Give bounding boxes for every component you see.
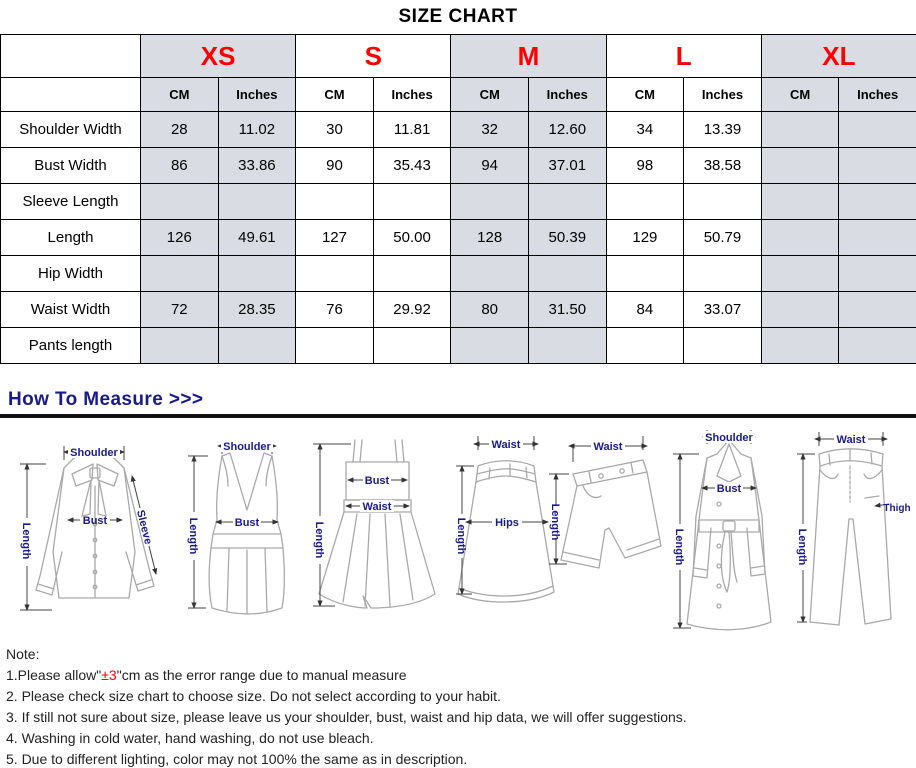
coat-drawing	[687, 440, 771, 630]
coat-length-label: Length	[673, 529, 685, 566]
note-line-3: 3. If still not sure about size, please leave us your shoulder, bust, waist and hip data, we will offer suggestions.	[6, 709, 916, 726]
value-cell: 32	[451, 112, 529, 148]
value-cell: 49.61	[218, 220, 296, 256]
value-cell	[839, 328, 916, 364]
size-table-body	[1, 112, 916, 364]
value-cell: 127	[296, 220, 374, 256]
value-cell	[761, 112, 839, 148]
value-cell: 34	[606, 112, 684, 148]
figure-coat	[665, 424, 793, 636]
note-line-1	[6, 667, 916, 684]
value-cell: 76	[296, 292, 374, 328]
value-cell	[141, 328, 219, 364]
blouse-shoulder-label: Shoulder	[70, 447, 118, 459]
dress-drawing	[319, 440, 435, 608]
value-cell	[528, 256, 606, 292]
how-to-measure-figures	[0, 424, 916, 636]
value-cell: 28	[141, 112, 219, 148]
value-cell	[839, 256, 916, 292]
tank-length-label: Length	[187, 518, 199, 555]
coat-bust-label: Bust	[717, 483, 742, 495]
notes-section	[0, 636, 916, 768]
value-cell: 11.81	[373, 112, 451, 148]
shorts-waist-label: Waist	[594, 441, 623, 453]
unit-cm: CM	[606, 78, 684, 112]
value-cell: 86	[141, 148, 219, 184]
tank-shoulder-label: Shoulder	[223, 441, 271, 453]
value-cell	[606, 184, 684, 220]
value-cell	[451, 184, 529, 220]
row-label: Hip Width	[1, 256, 141, 292]
blouse-length-label: Length	[20, 523, 32, 560]
dress-length-label: Length	[313, 522, 325, 559]
dress-bust-label: Bust	[365, 475, 390, 487]
value-cell: 13.39	[684, 112, 762, 148]
table-row	[1, 112, 916, 148]
table-row	[1, 220, 916, 256]
note-line-2: 2. Please check size chart to choose size. Do not select according to your habit.	[6, 688, 916, 705]
row-label: Waist Width	[1, 292, 141, 328]
note-line-5: 5. Due to different lighting, color may not 100% the same as in description.	[6, 751, 916, 768]
size-chart-table	[0, 34, 916, 364]
table-row	[1, 328, 916, 364]
unit-inches: Inches	[684, 78, 762, 112]
unit-inches: Inches	[528, 78, 606, 112]
unit-cm: CM	[451, 78, 529, 112]
note-heading: Note:	[6, 646, 916, 663]
unit-header-row	[1, 78, 916, 112]
value-cell	[606, 256, 684, 292]
value-cell	[373, 184, 451, 220]
value-cell: 33.86	[218, 148, 296, 184]
row-label: Sleeve Length	[1, 184, 141, 220]
value-cell	[684, 184, 762, 220]
value-cell: 35.43	[373, 148, 451, 184]
value-cell	[761, 256, 839, 292]
value-cell: 80	[451, 292, 529, 328]
blouse-sleeve-label: Sleeve	[134, 509, 154, 546]
value-cell	[761, 184, 839, 220]
value-cell	[684, 328, 762, 364]
value-cell: 11.02	[218, 112, 296, 148]
value-cell: 94	[451, 148, 529, 184]
value-cell	[141, 184, 219, 220]
value-cell: 128	[451, 220, 529, 256]
note-line-4: 4. Washing in cold water, hand washing, do not use bleach.	[6, 730, 916, 747]
value-cell: 50.39	[528, 220, 606, 256]
unit-inches: Inches	[218, 78, 296, 112]
value-cell	[684, 256, 762, 292]
note-1-suffix: "cm as the error range due to manual measure	[117, 667, 407, 683]
row-label: Length	[1, 220, 141, 256]
blouse-bust-label: Bust	[83, 515, 108, 527]
value-cell: 126	[141, 220, 219, 256]
pants-length-label: Length	[796, 529, 808, 566]
table-row	[1, 292, 916, 328]
table-row	[1, 256, 916, 292]
note-1-prefix: 1.Please allow"	[6, 667, 101, 683]
unit-cm: CM	[296, 78, 374, 112]
size-header-l: L	[606, 35, 761, 78]
tolerance-value: ±3	[101, 667, 116, 683]
row-label: Pants length	[1, 328, 141, 364]
skirt-waist-label: Waist	[492, 439, 521, 451]
value-cell	[451, 256, 529, 292]
pants-drawing	[810, 449, 891, 625]
skirt-hips-label: Hips	[495, 517, 519, 529]
value-cell	[218, 256, 296, 292]
value-cell	[761, 292, 839, 328]
skirt-drawing	[458, 461, 554, 602]
value-cell: 50.79	[684, 220, 762, 256]
pants-waist-label: Waist	[837, 434, 866, 446]
page-title: SIZE CHART	[0, 0, 916, 34]
value-cell: 30	[296, 112, 374, 148]
tank-top-drawing	[209, 453, 284, 614]
value-cell: 28.35	[218, 292, 296, 328]
value-cell: 90	[296, 148, 374, 184]
value-cell: 38.58	[684, 148, 762, 184]
value-cell	[451, 328, 529, 364]
shorts-length-label: Length	[549, 504, 561, 541]
size-header-s: S	[296, 35, 451, 78]
value-cell	[839, 148, 916, 184]
value-cell: 129	[606, 220, 684, 256]
row-label: Bust Width	[1, 148, 141, 184]
figure-dress	[305, 424, 450, 632]
value-cell: 33.07	[684, 292, 762, 328]
corner-cell	[1, 35, 141, 78]
value-cell	[839, 184, 916, 220]
value-cell	[373, 328, 451, 364]
table-row	[1, 184, 916, 220]
value-cell	[218, 328, 296, 364]
value-cell	[761, 220, 839, 256]
value-cell	[218, 184, 296, 220]
pants-thigh-label: Thigh	[883, 503, 910, 514]
figure-shorts	[545, 424, 665, 632]
coat-shoulder-label: Shoulder	[705, 432, 753, 444]
unit-cm: CM	[761, 78, 839, 112]
value-cell: 29.92	[373, 292, 451, 328]
value-cell	[761, 148, 839, 184]
figure-blouse	[12, 424, 182, 632]
unit-inches: Inches	[839, 78, 916, 112]
corner-cell-2	[1, 78, 141, 112]
size-header-xl: XL	[761, 35, 916, 78]
measure-heading: How To Measure >>>	[0, 389, 916, 411]
value-cell: 37.01	[528, 148, 606, 184]
value-cell	[839, 112, 916, 148]
skirt-length-label: Length	[455, 518, 467, 555]
value-cell	[839, 220, 916, 256]
value-cell	[296, 256, 374, 292]
value-cell: 12.60	[528, 112, 606, 148]
value-cell: 50.00	[373, 220, 451, 256]
value-cell	[141, 256, 219, 292]
value-cell	[528, 328, 606, 364]
tank-bust-label: Bust	[235, 517, 260, 529]
size-header-m: M	[451, 35, 606, 78]
value-cell: 31.50	[528, 292, 606, 328]
size-header-xs: XS	[141, 35, 296, 78]
row-label: Shoulder Width	[1, 112, 141, 148]
value-cell	[528, 184, 606, 220]
table-row	[1, 148, 916, 184]
unit-inches: Inches	[373, 78, 451, 112]
figure-tank-top	[182, 424, 307, 632]
value-cell	[839, 292, 916, 328]
divider-line	[0, 414, 916, 418]
shorts-drawing	[561, 460, 661, 568]
dress-waist-label: Waist	[363, 501, 392, 513]
value-cell	[606, 328, 684, 364]
value-cell: 98	[606, 148, 684, 184]
value-cell	[761, 328, 839, 364]
size-header-row	[1, 35, 916, 78]
value-cell: 84	[606, 292, 684, 328]
value-cell	[296, 328, 374, 364]
value-cell	[296, 184, 374, 220]
unit-cm: CM	[141, 78, 219, 112]
figure-pants	[795, 424, 913, 636]
value-cell: 72	[141, 292, 219, 328]
value-cell	[373, 256, 451, 292]
